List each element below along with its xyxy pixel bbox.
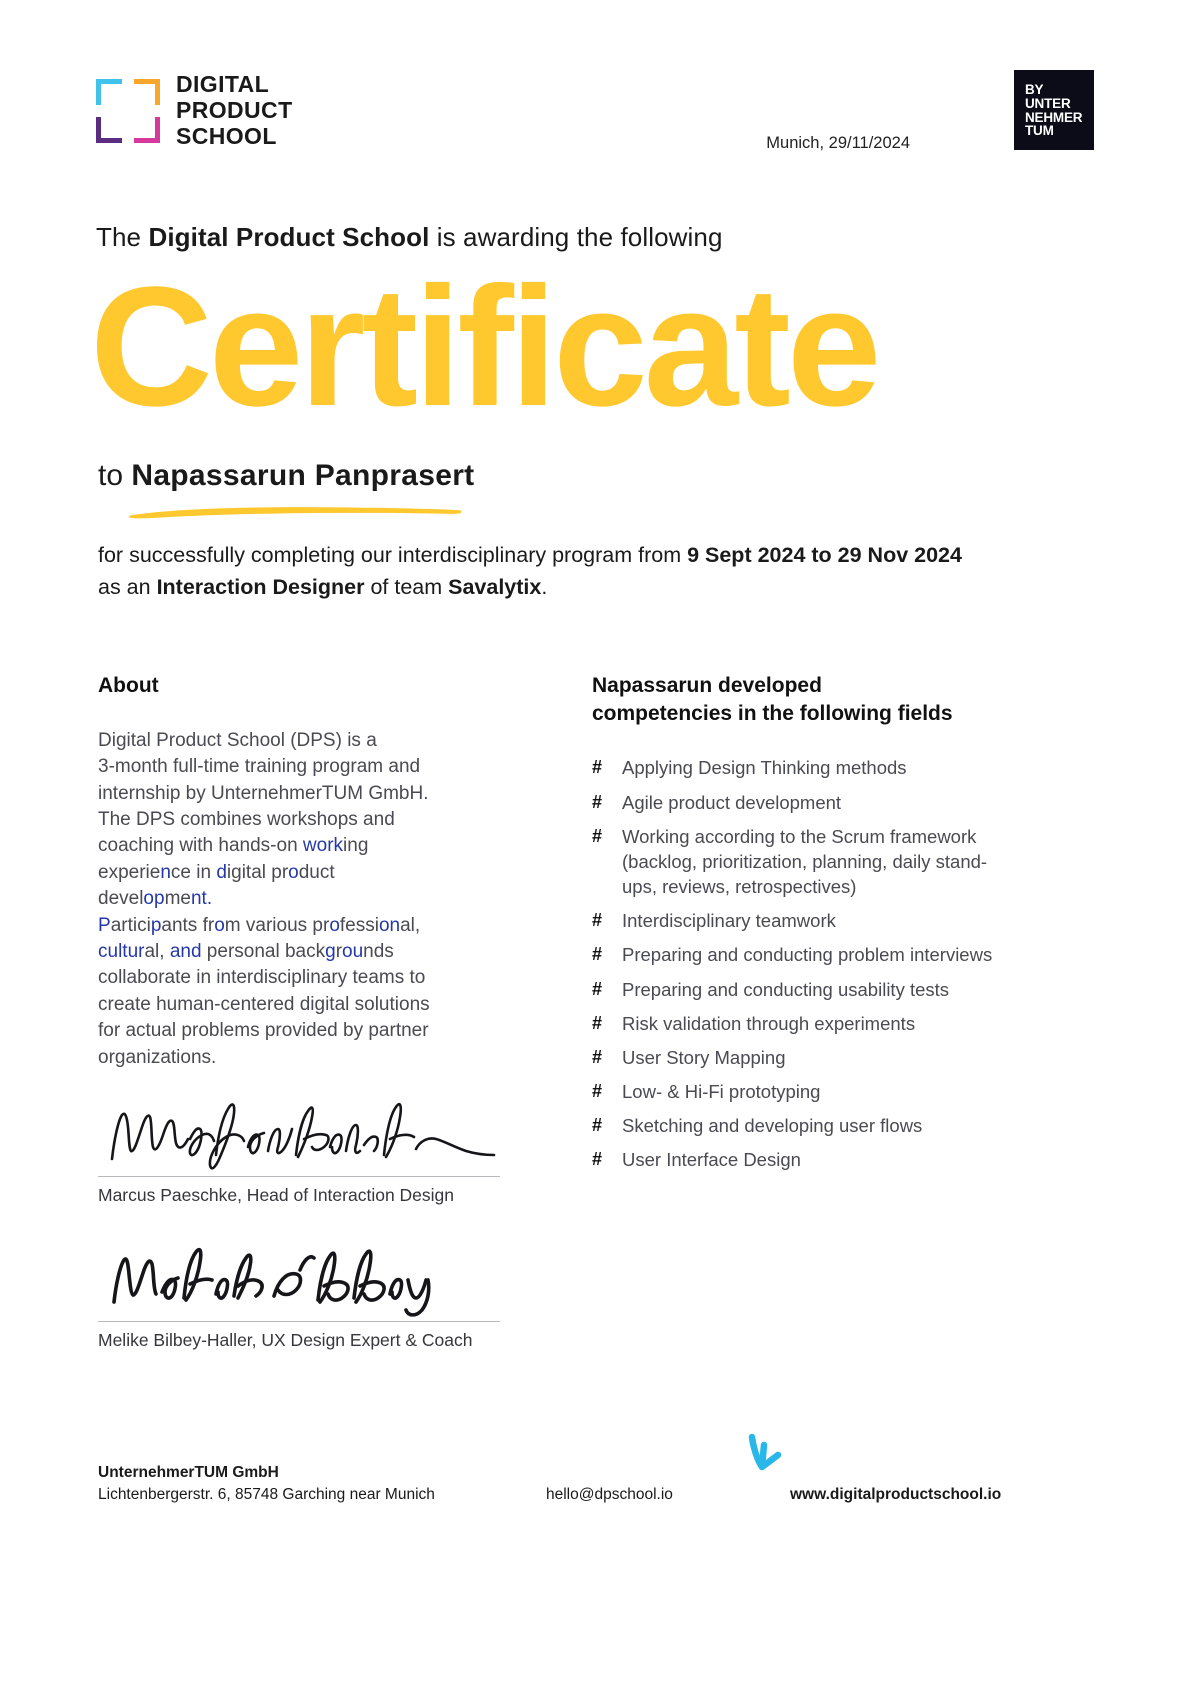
issue-date: Munich, 29/11/2024 [766, 134, 910, 152]
about-line [98, 728, 498, 754]
about-text-run: organizations. [98, 1046, 217, 1068]
about-line [98, 1045, 498, 1071]
competency-item-label: Working according to the Scrum framework (backlog, prioritization, planning, daily stand-ups, reviews, retrospectives) [622, 825, 988, 898]
recipient-line [98, 459, 474, 493]
utum-logo-line-2: UNTER [1025, 95, 1071, 111]
competency-item [592, 1113, 1012, 1138]
about-line [98, 886, 498, 912]
about-text-run: Digital Product School (DPS) is a [98, 729, 377, 751]
about-section [98, 672, 498, 1071]
program-part-3: of team [364, 574, 449, 599]
about-text-run: nds [363, 940, 394, 962]
bracket-top-left-icon [96, 79, 122, 105]
about-text-run: devel [98, 888, 144, 910]
competency-item-label: Preparing and conducting problem interviews [622, 944, 993, 966]
about-text-run: experie [98, 861, 161, 883]
dps-logo-mark-icon [96, 79, 160, 143]
about-text-run: personal back [201, 940, 326, 962]
hash-bullet-icon: # [592, 1115, 603, 1136]
footer-address: Lichtenbergerstr. 6, 85748 Garching near Munich [98, 1486, 435, 1503]
competency-item-label: Preparing and conducting usability tests [622, 978, 950, 1000]
dps-logo-line-2: PRODUCT [176, 96, 293, 123]
signature-melike-bilbey-image [98, 1240, 498, 1318]
program-statement [98, 540, 988, 604]
competencies-heading [592, 672, 1012, 727]
hash-bullet-icon: # [592, 978, 603, 999]
about-text-run: op [143, 888, 165, 910]
about-paragraph [98, 728, 498, 1071]
awarding-prefix: The [96, 222, 149, 252]
signature-rule-2 [98, 1321, 500, 1322]
utum-logo-line-3: NEHMER [1025, 109, 1083, 125]
program-part-1: for successfully completing our interdisciplinary program from [98, 543, 688, 567]
dps-logo [96, 72, 293, 149]
about-text-run: and [169, 940, 202, 962]
hash-bullet-icon: # [592, 1149, 603, 1170]
about-text-run: al, [144, 940, 170, 962]
competency-item-label: Low- & Hi-Fi prototyping [622, 1081, 821, 1102]
about-text-run: igital pr [226, 861, 289, 883]
signature-caption-1: Marcus Paeschke, Head of Interaction Design [98, 1185, 455, 1205]
about-text-run: o [329, 914, 340, 936]
about-text-run: nt. [190, 888, 213, 910]
about-line [98, 1018, 498, 1044]
competency-item-label: Applying Design Thinking methods [622, 757, 907, 779]
about-line [98, 965, 498, 991]
about-line [98, 939, 498, 965]
about-text-run: n [160, 861, 171, 883]
competency-item-label: Risk validation through experiments [622, 1012, 916, 1034]
dps-logo-line-1: DIGITAL [176, 71, 270, 97]
program-date-to: 29 Nov 2024 [837, 543, 962, 567]
competency-item-label: User Story Mapping [622, 1046, 786, 1068]
page-title: Certificate [90, 252, 878, 442]
hash-bullet-icon: # [592, 944, 603, 965]
unternehmertum-logo [1014, 70, 1094, 150]
hash-bullet-icon: # [592, 1046, 603, 1067]
about-text-run: internship by UnternehmerTUM GmbH. [98, 782, 429, 804]
footer-organization: UnternehmerTUM GmbH [98, 1464, 279, 1481]
about-line [98, 860, 498, 886]
about-text-run: on [378, 914, 401, 936]
hash-bullet-icon: # [592, 757, 603, 778]
competency-item [592, 1011, 1012, 1036]
competency-item-label: User Interface Design [622, 1149, 801, 1171]
competency-item-label: Agile product development [622, 791, 842, 813]
about-text-run: al, [400, 914, 421, 936]
hash-bullet-icon: # [592, 791, 603, 812]
about-text-run: work [302, 835, 344, 857]
competency-item [592, 824, 1012, 899]
hash-bullet-icon: # [592, 825, 603, 846]
page-header [0, 62, 1190, 172]
signature-block-2 [98, 1240, 508, 1351]
bracket-top-right-icon [134, 79, 160, 105]
page-footer [0, 1455, 1190, 1575]
utum-logo-line-4: TUM [1025, 123, 1054, 139]
hash-bullet-icon: # [592, 910, 603, 931]
about-line [98, 754, 498, 780]
signature-block-1 [98, 1095, 508, 1206]
down-arrow-icon [744, 1433, 790, 1485]
about-text-run: The DPS combines workshops and [98, 808, 395, 830]
bracket-bottom-right-icon [134, 117, 160, 143]
program-team: Savalytix [448, 574, 542, 599]
program-date-from: 9 Sept 2024 to [687, 543, 832, 567]
competency-item [592, 790, 1012, 815]
competency-item [592, 942, 1012, 967]
about-text-run: ce in [170, 861, 217, 883]
awarding-statement [96, 222, 723, 253]
about-text-run: artici [110, 914, 151, 936]
about-text-run: g [325, 940, 336, 962]
recipient-name: Napassarun Panprasert [131, 459, 475, 492]
about-heading: About [98, 674, 159, 697]
about-text-run: p [150, 914, 162, 936]
competency-item [592, 755, 1012, 780]
about-text-run: P [98, 914, 111, 936]
about-text-run: 3-month full-time training program and [98, 756, 421, 778]
awarding-org: Digital Product School [148, 222, 430, 252]
about-text-run: for actual problems provided by partner [98, 1020, 429, 1042]
recipient-underline-brushstroke-icon [128, 505, 463, 519]
about-text-run: collaborate in interdisciplinary teams to [98, 967, 426, 989]
dps-logo-line-3: SCHOOL [176, 122, 277, 149]
footer-email[interactable]: hello@dpschool.io [546, 1486, 673, 1503]
competency-item [592, 977, 1012, 1002]
program-role: Interaction Designer [156, 574, 365, 599]
about-text-run: d [216, 861, 227, 883]
dps-logo-wordmark [176, 72, 293, 149]
competencies-list [592, 755, 1012, 1172]
about-text-run: cultur [98, 940, 145, 962]
about-text-run: o [288, 861, 299, 883]
about-line [98, 992, 498, 1018]
about-text-run: ing [343, 835, 369, 857]
bracket-bottom-left-icon [96, 117, 122, 143]
about-text-run: coaching with hands-on [98, 835, 303, 857]
about-text-run: ants fr [161, 914, 215, 936]
recipient-prefix: to [98, 459, 132, 492]
competency-item [592, 1147, 1012, 1172]
competency-item [592, 1079, 1012, 1104]
competencies-heading-line-2: competencies in the following fields [592, 701, 953, 725]
about-line [98, 913, 498, 939]
program-part-4: . [541, 574, 548, 599]
about-text-run: fessi [339, 914, 379, 936]
about-text-run: create human-centered digital solutions [98, 993, 430, 1015]
competency-item-label: Interdisciplinary teamwork [622, 910, 836, 932]
about-text-run: duct [298, 861, 335, 883]
competencies-section [592, 672, 1012, 1181]
about-line [98, 807, 498, 833]
competency-item [592, 1045, 1012, 1070]
footer-website[interactable]: www.digitalproductschool.io [790, 1486, 1002, 1503]
utum-logo-line-1: BY [1025, 82, 1044, 97]
competency-item-label: Sketching and developing user flows [622, 1115, 923, 1137]
hash-bullet-icon: # [592, 1012, 603, 1033]
about-text-run: me [164, 888, 191, 910]
signature-caption-2: Melike Bilbey-Haller, UX Design Expert & Coach [98, 1330, 473, 1350]
program-part-2: as an [98, 574, 157, 599]
about-text-run: ou [342, 940, 364, 962]
competency-item [592, 908, 1012, 933]
about-text-run: r [335, 940, 343, 962]
about-text-run: m various pr [224, 914, 330, 936]
signature-marcus-paeschke-image [98, 1095, 498, 1173]
signature-rule-1 [98, 1176, 500, 1177]
about-line [98, 781, 498, 807]
about-line [98, 833, 498, 859]
hash-bullet-icon: # [592, 1081, 603, 1101]
competencies-heading-line-1: Napassarun developed [592, 674, 822, 697]
about-text-run: o [214, 914, 225, 936]
awarding-suffix: is awarding the following [429, 222, 723, 252]
